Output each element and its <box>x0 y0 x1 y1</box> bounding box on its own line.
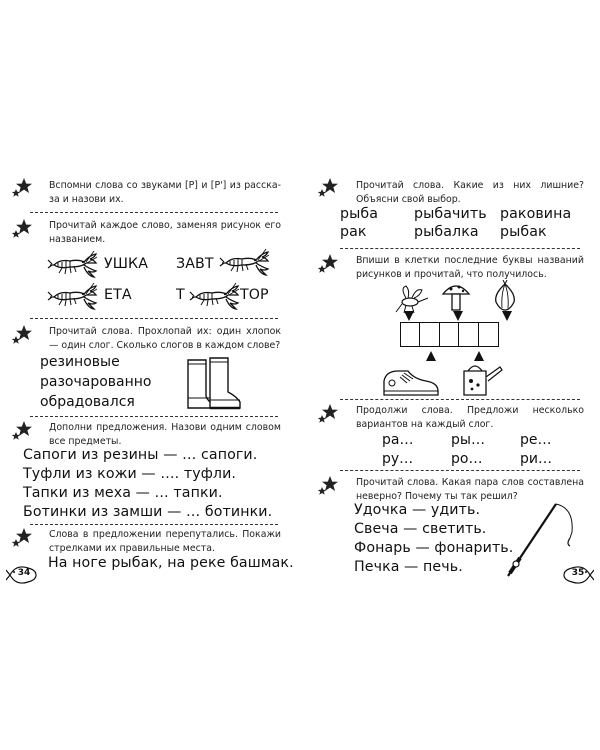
stars-icon <box>316 402 342 426</box>
task4-instruction: Дополни предложения. Назови одним словом все предметы. <box>49 422 281 447</box>
syllable: ры… <box>451 432 485 448</box>
word-cell: рыбалка <box>414 224 479 240</box>
sentence-line: Ботинки из замши — … ботинки. <box>23 504 273 520</box>
sentence-line: Туфли из кожи — …. туфли. <box>23 466 237 482</box>
sneaker-icon <box>380 363 442 399</box>
puzzle-word: ЕТА <box>104 287 132 303</box>
letter-cell[interactable] <box>400 322 421 347</box>
word-cell: рак <box>340 224 367 240</box>
syllable: ре… <box>520 432 552 448</box>
arrows <box>404 309 514 323</box>
syllable: ро… <box>451 451 483 467</box>
word-pair: Печка — печь. <box>354 559 463 575</box>
letter-grid[interactable] <box>400 322 497 347</box>
word-cell: рыбак <box>500 224 547 240</box>
word-cell: рыба <box>340 206 379 222</box>
divider <box>340 248 580 249</box>
task4-instruction: Прочитай слова. Какая пара слов составлена неверно? Почему ты так решил? <box>356 477 584 502</box>
sentence-line: Тапки из меха — … тапки. <box>23 485 223 501</box>
stars-icon <box>316 252 342 276</box>
puzzle-word: УШКА <box>104 256 148 272</box>
mixed-sentence: На ноге рыбак, на реке башмак. <box>48 555 294 571</box>
watering-can-icon <box>458 361 506 399</box>
sentence-line: Сапоги из резины — … сапоги. <box>23 447 258 463</box>
stars-icon <box>316 176 342 200</box>
letter-cell[interactable] <box>419 322 440 347</box>
letter-cell[interactable] <box>478 322 499 347</box>
word-pair: Фонарь — фонарить. <box>354 540 514 556</box>
word-pair: Удочка — удить. <box>354 502 481 518</box>
page-number: 34 <box>17 568 31 578</box>
page-number: 35 <box>571 568 585 578</box>
letter-cell[interactable] <box>439 322 460 347</box>
task5-instruction: Слова в предложении перепутались. Покажи стрелками их правильные места. <box>49 529 281 554</box>
list-item: разочарованно <box>40 374 152 390</box>
word-pair: Свеча — светить. <box>354 521 487 537</box>
syllable: ру… <box>382 451 414 467</box>
task3-instruction: Продолжи слова. Предложи несколько вариантов на каждый слог. <box>356 405 584 430</box>
letter-cell[interactable] <box>458 322 479 347</box>
stars-icon <box>316 474 342 498</box>
task1-instruction: Прочитай слова. Какие из них лишние? Объясни свой выбор. <box>356 180 584 205</box>
puzzle-word: ЗАВТ <box>176 256 214 272</box>
syllable: ри… <box>520 451 552 467</box>
word-cell: раковина <box>500 206 572 222</box>
task2-instruction: Впиши в клетки последние буквы названий рисунков и прочитай, что получилось. <box>356 255 584 280</box>
puzzle-word: Т <box>176 287 185 303</box>
task3-instruction: Прочитай слова. Прохлопай их: один хлопок — один слог. Сколько слогов в каждом слове? <box>49 326 281 351</box>
list-item: резиновые <box>40 354 120 370</box>
list-item: обрадовался <box>40 394 135 410</box>
task2-instruction: Прочитай каждое слово, заменяя рисунок его названием. <box>49 220 281 245</box>
divider <box>340 399 580 400</box>
divider <box>340 470 580 471</box>
puzzle-word: ТОР <box>240 287 269 303</box>
task1-instruction: Вспомни слова со звуками [Р] и [Р'] из расска-за и назови их. <box>49 180 281 205</box>
word-cell: рыбачить <box>414 206 487 222</box>
syllable: ра… <box>382 432 414 448</box>
